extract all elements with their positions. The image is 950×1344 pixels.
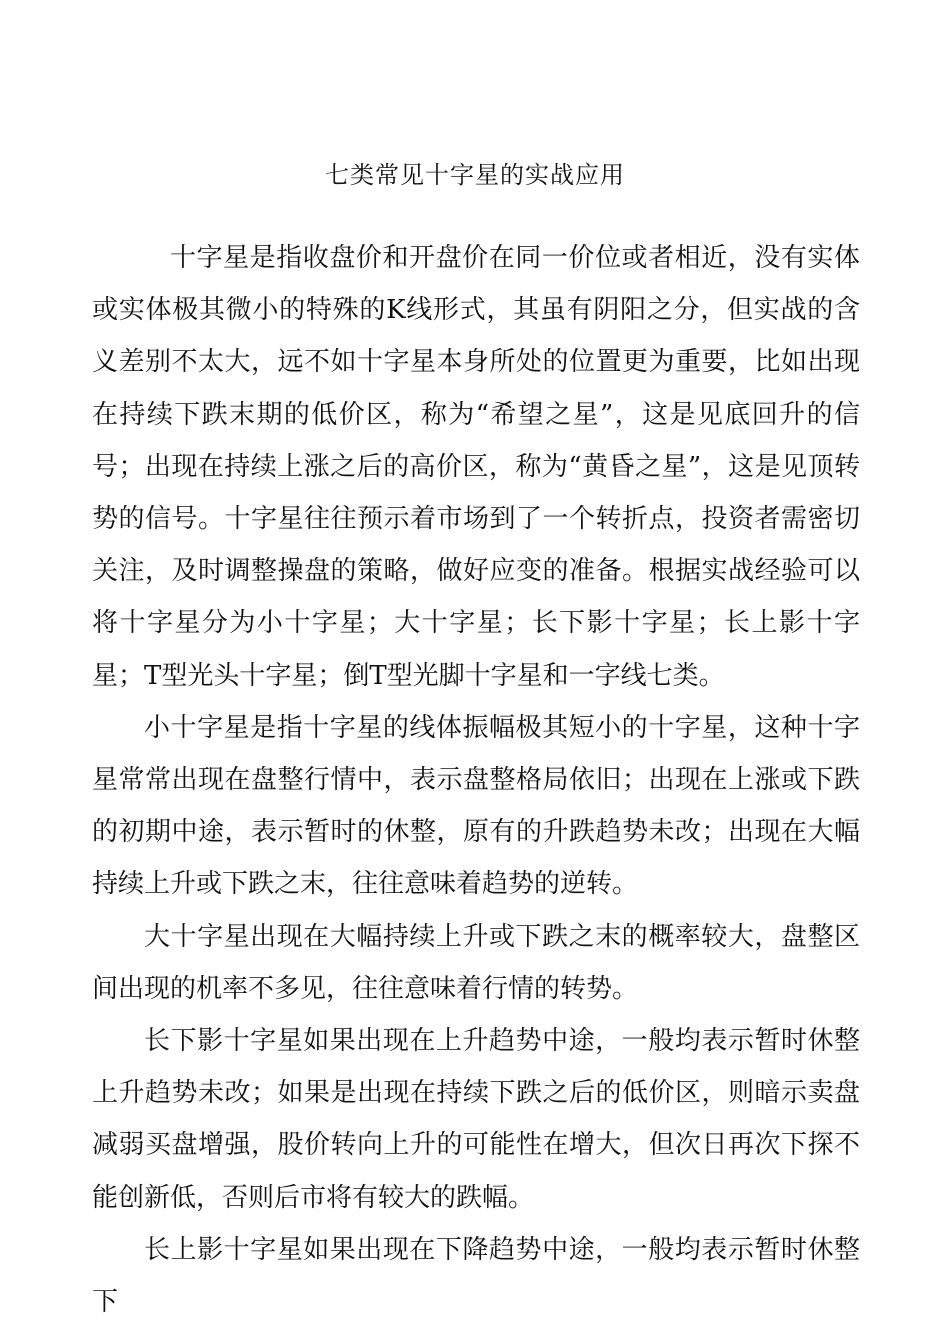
paragraph-doji-definition: 十字星是指收盘价和开盘价在同一价位或者相近，没有实体或实体极其微小的特殊的K线形式，其虽有阴阳之分，但实战的含义差别不太大，远不如十字星本身所处的位置更为重要，比如出现在持续下跌末期的低价区，称为“希望之星”，这是见底回升的信号；出现在持续上涨之后的高价区，称为“黄昏之星”，这是见顶转势的信号。十字星往往预示着市场到了一个转折点，投资者需密切关注，及时调整操盘的策略，做好应变的准备。根据实战经验可以将十字星分为小十字星；大十字星；长下影十字星；长上影十字星；T型光头十字星；倒T型光脚十字星和一字线七类。 bbox=[92, 243, 860, 691]
paragraph-small-doji: 小十字星是指十字星的线体振幅极其短小的十字星，这种十字星常常出现在盘整行情中，表示盘整格局依旧；出现在上涨或下跌的初期中途，表示暂时的休整，原有的升跌趋势未改；出现在大幅持续上升或下跌之末，往往意味着趋势的逆转。 bbox=[92, 712, 860, 900]
document-title: 七类常见十字星的实战应用 bbox=[325, 161, 625, 189]
paragraph-long-upper-shadow-doji: 长上影十字星如果出现在下降趋势中途，一般均表示暂时休整下 bbox=[92, 1234, 860, 1318]
paragraph-long-lower-shadow-doji: 长下影十字星如果出现在上升趋势中途，一般均表示暂时休整上升趋势未改；如果是出现在持续下跌之后的低价区，则暗示卖盘减弱买盘增强，股价转向上升的可能性在增大，但次日再次下探不能创新低，否则后市将有较大的跌幅。 bbox=[92, 1026, 860, 1213]
paragraph-large-doji: 大十字星出现在大幅持续上升或下跌之末的概率较大，盘整区间出现的机率不多见，往往意味着行情的转势。 bbox=[92, 921, 860, 1004]
document-body bbox=[92, 232, 860, 1328]
